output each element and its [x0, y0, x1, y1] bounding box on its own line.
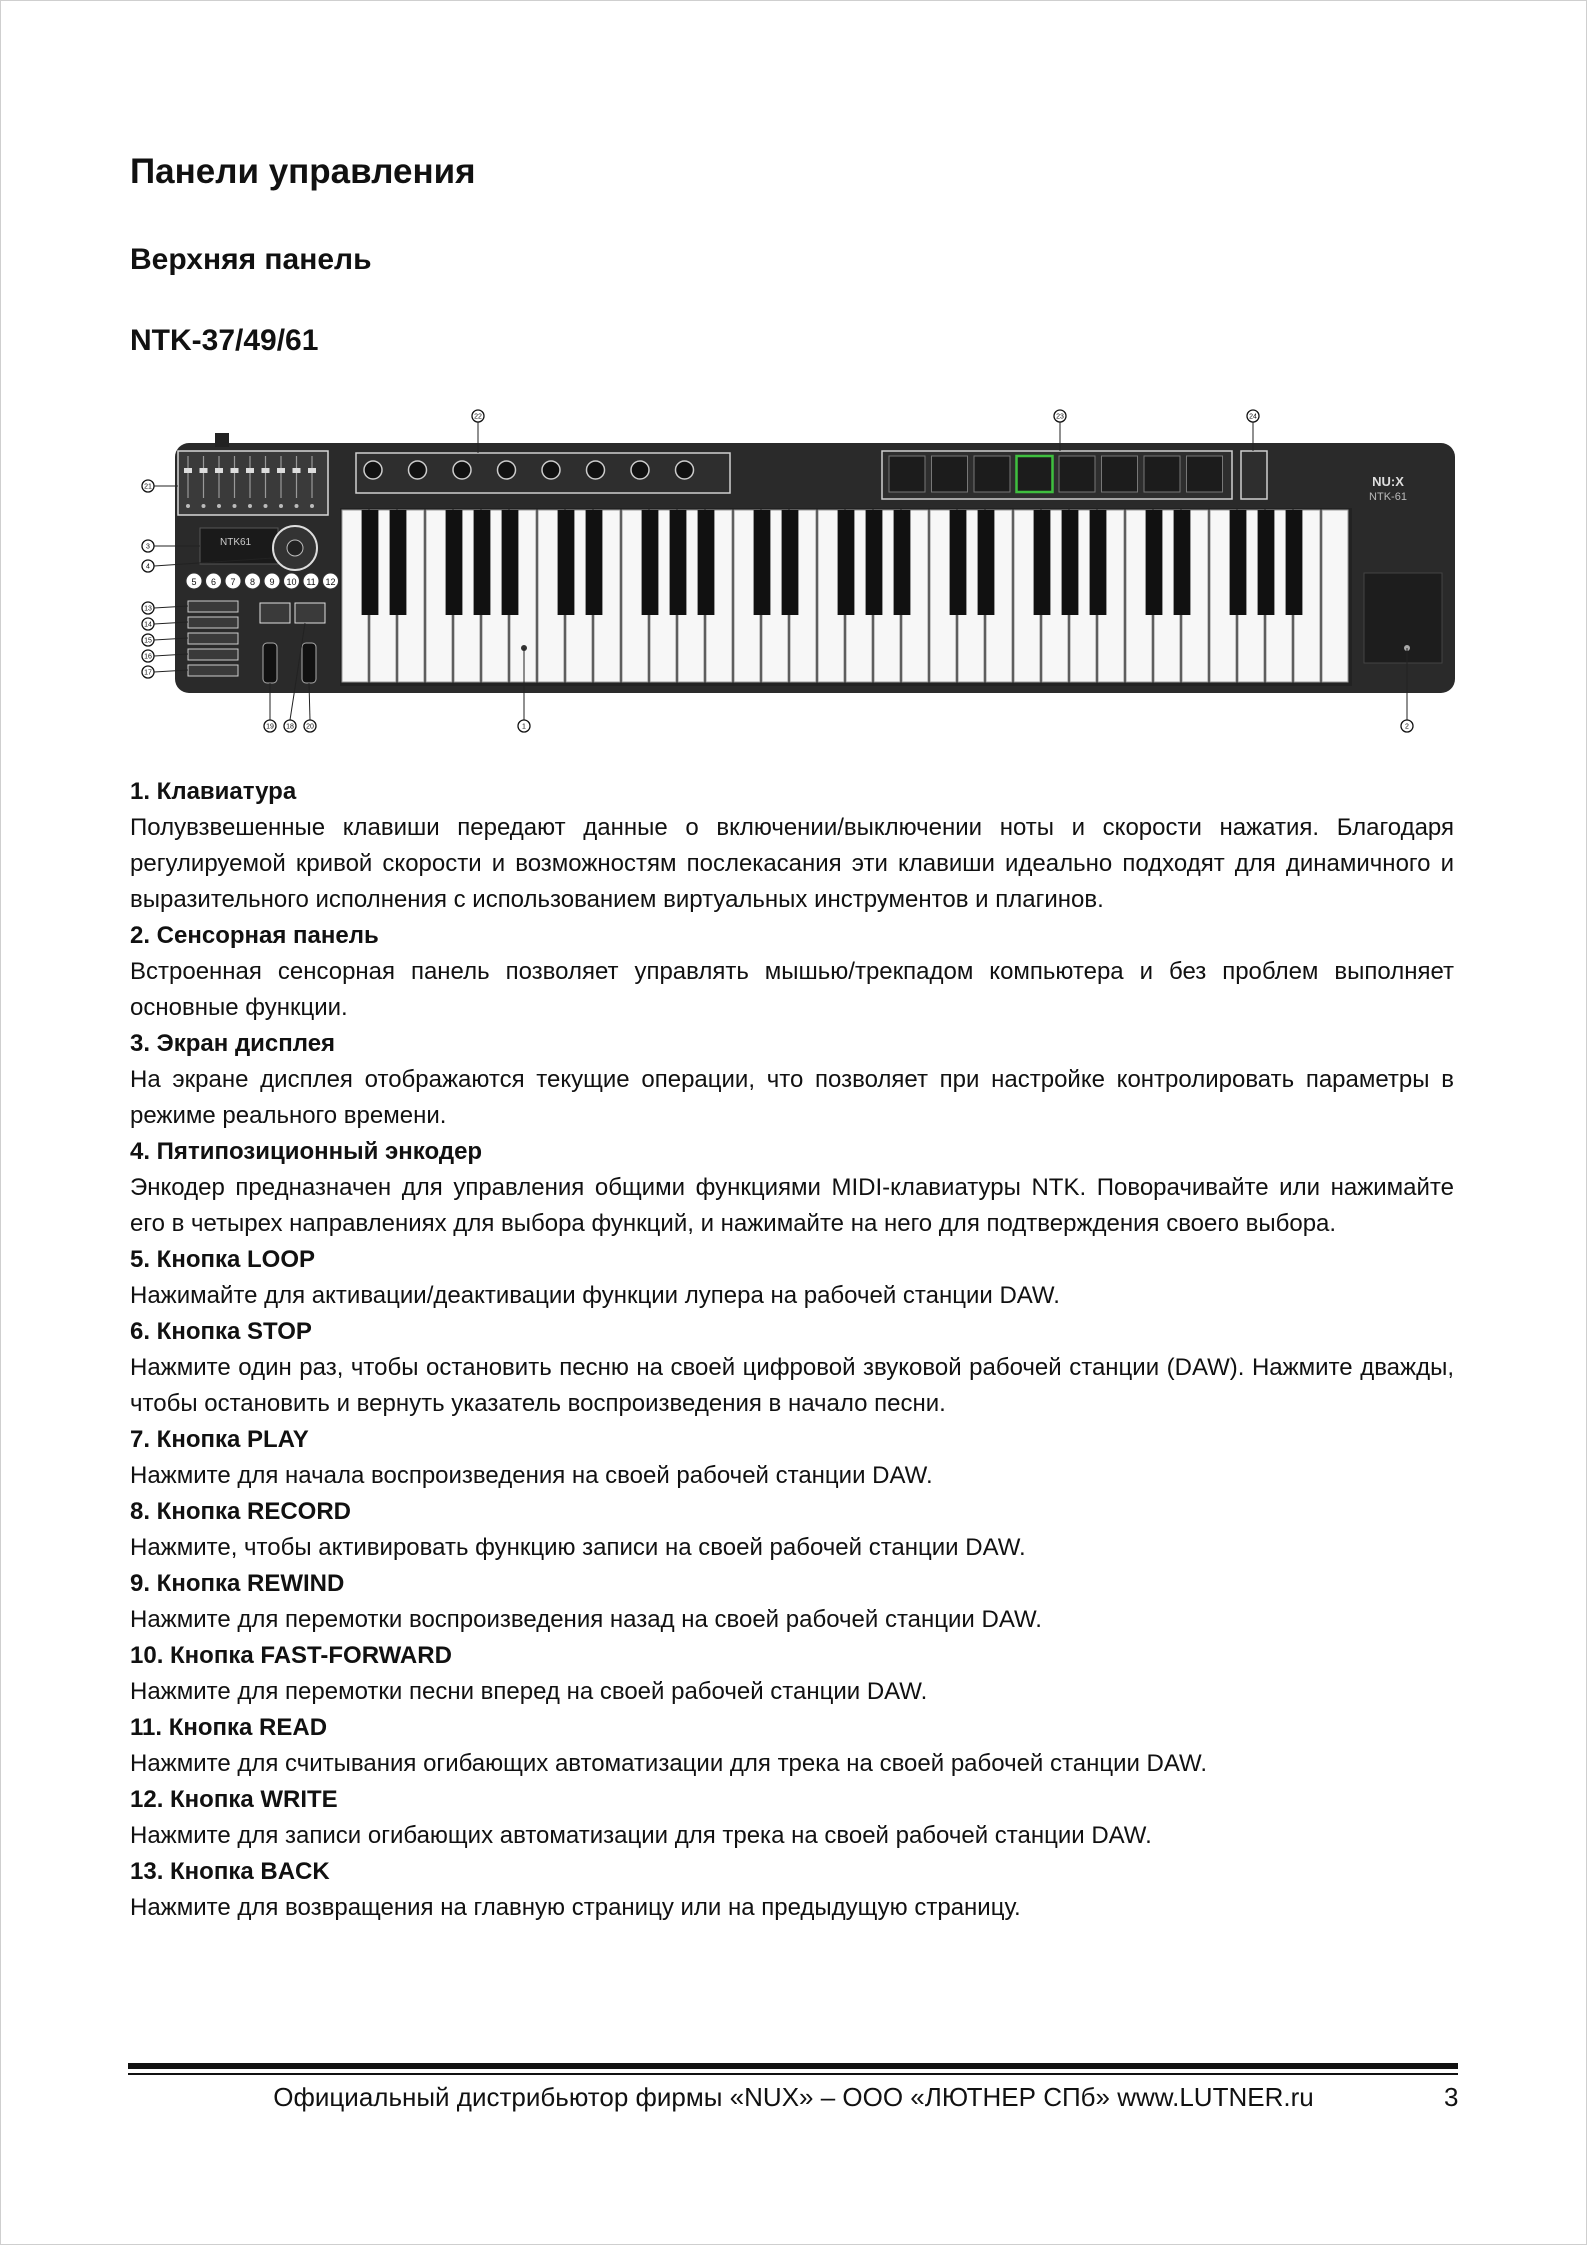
item-text: Энкодер предназначен для управления общими функциями MIDI-клавиатуры NTK. Поворачивайте или нажимайте его в четырех направлениях для выбора функций, и нажимайте на него для подтверждения своего выбора. [130, 1174, 1454, 1237]
display-label: NTK61 [220, 537, 252, 548]
fader-cap [293, 468, 301, 473]
knob [364, 461, 382, 479]
item-title: 2. Сенсорная панель [130, 922, 379, 949]
keyboard-illustration [130, 398, 1460, 743]
footer-rule-thin [128, 2073, 1458, 2075]
item-text: На экране дисплея отображаются текущие операции, что позволяет при настройке контролировать параметры в режиме реального времени. [130, 1066, 1454, 1129]
fader-bank [178, 451, 328, 515]
item-text: Нажмите для перемотки воспроизведения назад на своей рабочей станции DAW. [130, 1606, 1042, 1633]
fader-cap [262, 468, 270, 473]
transport-button-number: 7 [230, 577, 236, 587]
item-text: Полувзвешенные клавиши передают данные о включении/выключении ноты и скорости нажатия. Благодаря регулируемой кривой скорости и возможностям послекасания эти клавиши идеально подходят для динамичного и выразительного исполнения с использованием виртуальных инструментов и плагинов. [130, 814, 1454, 913]
item-title: 11. Кнопка READ [130, 1714, 328, 1741]
drum-pad [1187, 456, 1223, 492]
fader-button [310, 504, 314, 508]
black-key [446, 510, 463, 615]
fader-cap [308, 468, 316, 473]
fader-cap [277, 468, 285, 473]
item-text: Нажмите один раз, чтобы остановить песню на своей цифровой звуковой рабочей станции (DAW). Нажмите дважды, чтобы остановить и вернуть указатель воспроизведения в начало песни. [130, 1354, 1454, 1417]
black-key [1174, 510, 1191, 615]
fader-button [202, 504, 206, 508]
black-key [838, 510, 855, 615]
callout-number: 20 [306, 723, 314, 731]
drum-pad [974, 456, 1010, 492]
black-key [782, 510, 799, 615]
item-title: 9. Кнопка REWIND [130, 1570, 345, 1597]
white-key [1322, 510, 1348, 682]
drum-pad [1017, 456, 1053, 492]
black-key [558, 510, 575, 615]
function-button [188, 633, 238, 644]
black-key [362, 510, 379, 615]
fader-cap [215, 468, 223, 473]
callout-number: 17 [144, 669, 152, 677]
knob [676, 461, 694, 479]
fader-button [264, 504, 268, 508]
function-button [188, 665, 238, 676]
function-button [188, 617, 238, 628]
item-text: Встроенная сенсорная панель позволяет управлять мышью/трекпадом компьютера и без проблем выполняет основные функции. [130, 958, 1454, 1021]
black-key [642, 510, 659, 615]
black-key [390, 510, 407, 615]
fader-cap [184, 468, 192, 473]
model-heading: NTK-37/49/61 [130, 324, 319, 357]
pitch-wheel [263, 643, 277, 683]
item-title: 7. Кнопка PLAY [130, 1426, 309, 1453]
item-text: Нажмите для записи огибающих автоматизации для трека на своей рабочей станции DAW. [130, 1822, 1152, 1849]
footer-distributor: Официальный дистрибьютор фирмы «NUX» – ООО «ЛЮТНЕР СПб» www.LUTNER.ru [273, 2082, 1314, 2112]
black-key [670, 510, 687, 615]
description-list [130, 774, 1454, 1926]
logo-model: NTK-61 [1369, 491, 1407, 503]
fader-cap [231, 468, 239, 473]
pad-bank-button [1241, 451, 1267, 499]
knob [542, 461, 560, 479]
black-key [1286, 510, 1303, 615]
callout-number: 24 [1249, 413, 1257, 421]
black-key [586, 510, 603, 615]
black-key [698, 510, 715, 615]
knob [631, 461, 649, 479]
item-text: Нажмите для возвращения на главную страницу или на предыдущую страницу. [130, 1894, 1021, 1921]
octave-down-button [260, 603, 290, 623]
section-heading: Верхняя панель [130, 243, 372, 276]
fader-button [186, 504, 190, 508]
touch-pad [1364, 573, 1442, 663]
knob [498, 461, 516, 479]
item-title: 1. Клавиатура [130, 778, 297, 805]
item-title: 4. Пятипозиционный энкодер [130, 1138, 483, 1165]
fader-cap [200, 468, 208, 473]
black-key [1034, 510, 1051, 615]
callout-number: 18 [286, 723, 294, 731]
black-key [866, 510, 883, 615]
page-title: Панели управления [130, 152, 476, 191]
transport-button-number: 5 [191, 577, 197, 587]
octave-up-button [295, 603, 325, 623]
knob [409, 461, 427, 479]
black-key [1146, 510, 1163, 615]
item-title: 3. Экран дисплея [130, 1030, 336, 1057]
black-key [502, 510, 519, 615]
fader-cap [246, 468, 254, 473]
fader-button [248, 504, 252, 508]
callout-number: 2 [1405, 723, 1409, 731]
drum-pad [1059, 456, 1095, 492]
encoder-center [287, 540, 303, 556]
transport-button-number: 12 [325, 577, 336, 587]
callout-number: 16 [144, 653, 152, 661]
drum-pad [1144, 456, 1180, 492]
fader-button [217, 504, 221, 508]
page-number: 3 [1444, 2082, 1459, 2112]
transport-button-number: 8 [249, 577, 256, 587]
fader-button [295, 504, 299, 508]
knob [453, 461, 471, 479]
function-button [188, 649, 238, 660]
black-key [1230, 510, 1247, 615]
transport-button-number: 10 [286, 577, 297, 587]
black-key [950, 510, 967, 615]
item-text: Нажмите, чтобы активировать функцию записи на своей рабочей станции DAW. [130, 1534, 1026, 1561]
logo-brand: NU:X [1372, 474, 1404, 489]
item-title: 8. Кнопка RECORD [130, 1498, 352, 1525]
callout-number: 21 [144, 483, 152, 491]
mod-wheel [302, 643, 316, 683]
callout-number: 1 [522, 723, 526, 731]
keyboard-figure [130, 398, 1460, 743]
item-title: 10. Кнопка FAST-FORWARD [130, 1642, 452, 1669]
drum-pad [1102, 456, 1138, 492]
callout-number: 4 [146, 563, 150, 571]
drum-pad [889, 456, 925, 492]
item-title: 6. Кнопка STOP [130, 1318, 312, 1345]
black-key [1062, 510, 1079, 615]
callout-number: 19 [266, 723, 274, 731]
callout-number: 3 [146, 543, 150, 551]
callout-number: 23 [1056, 413, 1064, 421]
black-key [1258, 510, 1275, 615]
footer-rule [128, 2063, 1458, 2069]
item-text: Нажмите для считывания огибающих автоматизации для трека на своей рабочей станции DAW. [130, 1750, 1207, 1777]
top-knob-stub [215, 433, 229, 447]
item-text: Нажимайте для активации/деактивации функции лупера на рабочей станции DAW. [130, 1282, 1060, 1309]
item-text: Нажмите для перемотки песни вперед на своей рабочей станции DAW. [130, 1678, 928, 1705]
black-key [474, 510, 491, 615]
knob [587, 461, 605, 479]
black-key [1090, 510, 1107, 615]
item-title: 5. Кнопка LOOP [130, 1246, 316, 1273]
fader-button [279, 504, 283, 508]
black-key [754, 510, 771, 615]
callout-number: 22 [474, 413, 482, 421]
transport-button-number: 6 [210, 577, 217, 587]
item-text: Нажмите для начала воспроизведения на своей рабочей станции DAW. [130, 1462, 933, 1489]
item-title: 13. Кнопка BACK [130, 1858, 330, 1885]
drum-pad [932, 456, 968, 492]
black-key [894, 510, 911, 615]
item-title: 12. Кнопка WRITE [130, 1786, 338, 1813]
function-button [188, 601, 238, 612]
black-key [978, 510, 995, 615]
callout-number: 14 [144, 621, 152, 629]
transport-button-number: 11 [306, 577, 316, 587]
transport-button-number: 9 [269, 577, 275, 587]
callout-number: 13 [144, 605, 152, 613]
fader-button [233, 504, 237, 508]
callout-number: 15 [144, 637, 152, 645]
